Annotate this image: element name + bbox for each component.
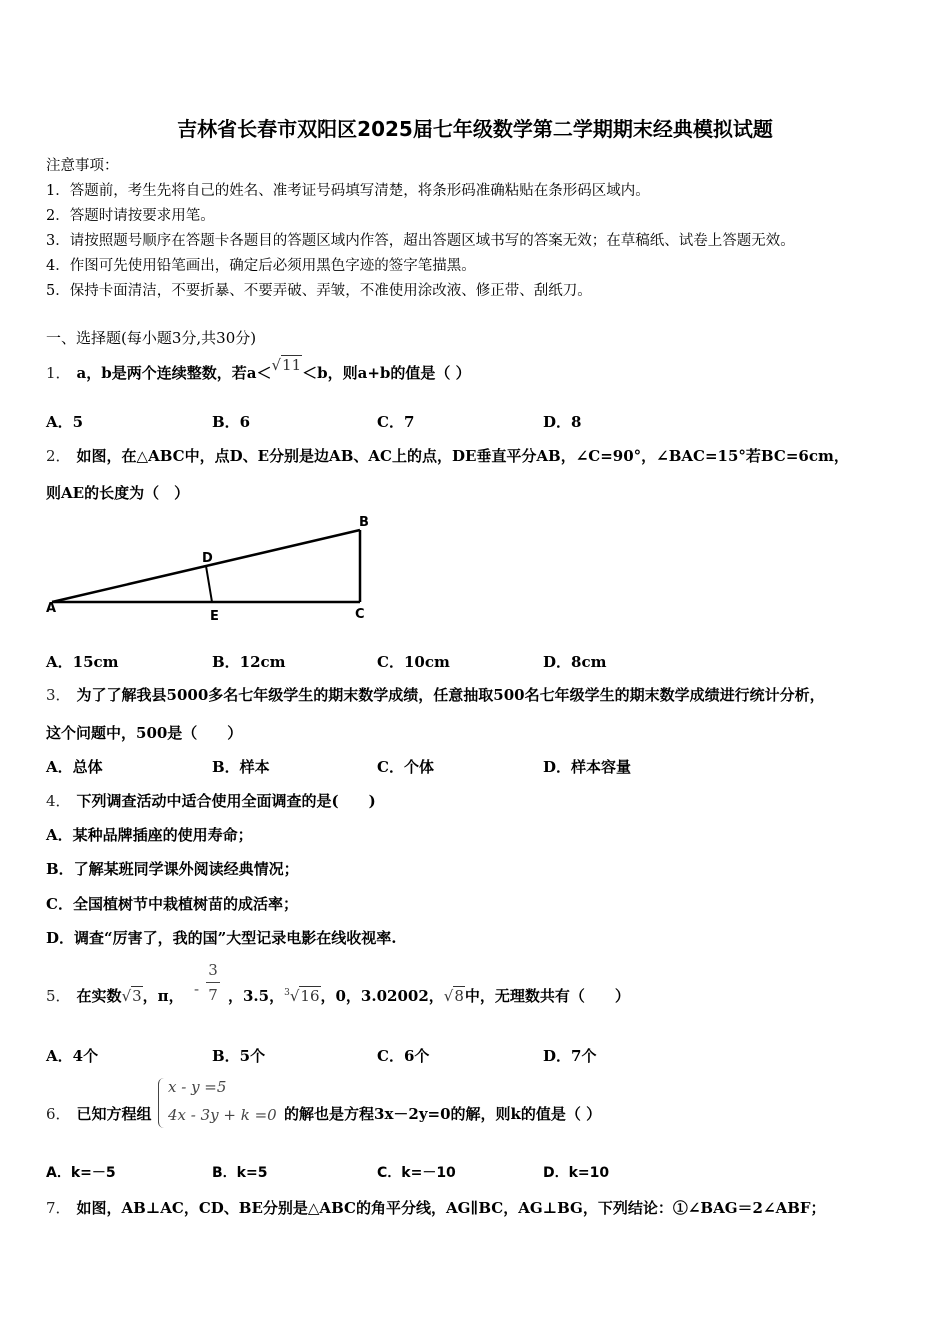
option-b: B．5个	[212, 1047, 266, 1065]
question-2-cont	[46, 482, 189, 503]
sqrt-symbol: √8	[443, 987, 464, 1005]
q6-stem-post: 的解也是方程3x－2y=0的解，则k的值是（ ）	[284, 1105, 602, 1123]
notice-item: 4．作图可先使用铅笔画出，确定后必须用黑色字迹的签字笔描黑。	[46, 258, 476, 274]
question-7	[46, 1197, 826, 1218]
question-6-cont	[284, 1103, 601, 1124]
notice-item: 5．保持卡面清洁，不要折暴、不要弄破、弄皱，不准使用涂改液、修正带、刮纸刀。	[46, 283, 592, 299]
cube-root-symbol: $^3$√16	[284, 987, 320, 1005]
option-c: C．6个	[377, 1047, 430, 1065]
question-number: 4．	[46, 792, 71, 810]
option-b: B．样本	[212, 758, 270, 776]
notice-heading: 注意事项：	[46, 158, 119, 174]
q1-radicand: 11	[282, 356, 302, 374]
option-b: B．k=5	[212, 1165, 268, 1181]
option-b: B．12cm	[212, 653, 286, 671]
question-5-cont	[228, 985, 630, 1006]
minus-sign: -	[194, 980, 200, 998]
fraction-denominator: 7	[206, 982, 220, 1007]
equation-system	[158, 1076, 280, 1132]
q5-text-2: ，3.5，	[228, 987, 285, 1005]
q5-stem-post: 中，无理数共有（ ）	[464, 987, 630, 1005]
q3-stem-line2: 这个问题中，500是（ ）	[46, 724, 243, 742]
q1-stem-post: ＜b，则a+b的值是（ ）	[302, 364, 471, 382]
sqrt-symbol: √11	[271, 356, 302, 374]
option-d: D．7个	[543, 1047, 597, 1065]
option-c: C．k=－10	[377, 1165, 456, 1181]
option-b: B．6	[212, 413, 251, 431]
q5-radicand-2: 16	[300, 987, 320, 1005]
sqrt-symbol: √3	[121, 987, 142, 1005]
question-5	[46, 985, 184, 1006]
option-d: D．样本容量	[543, 758, 632, 776]
label-b: B	[359, 515, 369, 530]
q2-stem-line2: 则AE的长度为（ ）	[46, 484, 190, 502]
triangle-figure	[40, 510, 380, 630]
equation-1: x - y =5	[168, 1078, 227, 1096]
q5-radicand-3: 8	[454, 987, 464, 1005]
option-a: A．5	[46, 413, 84, 431]
section-heading: 一、选择题(每小题3分,共30分)	[46, 329, 257, 347]
question-4	[46, 790, 376, 811]
question-number: 7．	[46, 1199, 71, 1217]
option-d: D．8	[543, 413, 582, 431]
fraction-numerator: 3	[208, 961, 218, 979]
notice-item: 3．请按照题号顺序在答题卡各题目的答题区域内作答，超出答题区域书写的答案无效；在草稿纸、试卷上答题无效。	[46, 233, 795, 249]
cube-root-index: 3	[284, 988, 290, 998]
notice-item: 2．答题时请按要求用笔。	[46, 208, 215, 224]
option-a: A．k=－5	[46, 1165, 116, 1181]
option-b: B．了解某班同学课外阅读经典情况；	[46, 860, 299, 878]
q3-stem-line1: 为了了解我县5000多名七年级学生的期末数学成绩，任意抽取500名七年级学生的期末数学成绩进行统计分析，	[76, 686, 825, 704]
option-c: C．全国植树节中栽植树苗的成活率；	[46, 895, 298, 913]
q6-stem-pre: 已知方程组	[76, 1105, 152, 1123]
option-a: A．总体	[46, 758, 103, 776]
option-d: D．调查“厉害了，我的国”大型记录电影在线收视率.	[46, 929, 397, 947]
option-c: C．7	[377, 413, 415, 431]
question-number: 2．	[46, 447, 71, 465]
label-a: A	[46, 601, 57, 616]
option-a: A．4个	[46, 1047, 99, 1065]
label-c: C	[355, 607, 365, 622]
q4-stem: 下列调查活动中适合使用全面调查的是( )	[76, 792, 376, 810]
page-title: 吉林省长春市双阳区2025届七年级数学第二学期期末经典模拟试题	[177, 117, 773, 141]
question-3	[46, 684, 825, 705]
question-number: 3．	[46, 686, 71, 704]
segment-de	[206, 566, 212, 602]
q5-text-1: ，π，	[142, 987, 184, 1005]
fraction	[206, 958, 220, 1007]
question-3-cont	[46, 722, 242, 743]
label-d: D	[202, 551, 213, 566]
label-e: E	[210, 609, 219, 624]
option-d: D．k=10	[543, 1165, 610, 1181]
notice-item: 1．答题前，考生先将自己的姓名、准考证号码填写清楚，将条形码准确粘贴在条形码区域内。	[46, 183, 650, 199]
option-c: C．个体	[377, 758, 434, 776]
q5-text-3: ，0，3.02002，	[320, 987, 444, 1005]
question-6	[46, 1103, 152, 1124]
question-number: 6．	[46, 1105, 71, 1123]
q7-stem-line1: 如图，AB⊥AC，CD、BE分别是△ABC的角平分线，AG∥BC，AG⊥BG，下列结论：①∠BAG＝2∠ABF；	[76, 1199, 826, 1217]
q5-radicand-1: 3	[132, 987, 142, 1005]
option-a: A．15cm	[46, 653, 119, 671]
brace	[158, 1078, 165, 1128]
question-number: 5．	[46, 987, 71, 1005]
option-d: D．8cm	[543, 653, 607, 671]
question-2	[46, 445, 849, 466]
question-1	[46, 356, 471, 383]
question-number: 1．	[46, 364, 71, 382]
option-c: C．10cm	[377, 653, 450, 671]
q1-stem-pre: a，b是两个连续整数，若a＜	[76, 364, 272, 382]
option-a: A．某种品牌插座的使用寿命；	[46, 826, 253, 844]
q5-stem-pre: 在实数	[76, 987, 122, 1005]
q2-stem-line1: 如图，在△ABC中，点D、E分别是边AB、AC上的点，DE垂直平分AB，∠C=90°，∠BAC=15°若BC=6cm，	[76, 447, 849, 465]
equation-2: 4x - 3y + k =0	[168, 1106, 277, 1124]
